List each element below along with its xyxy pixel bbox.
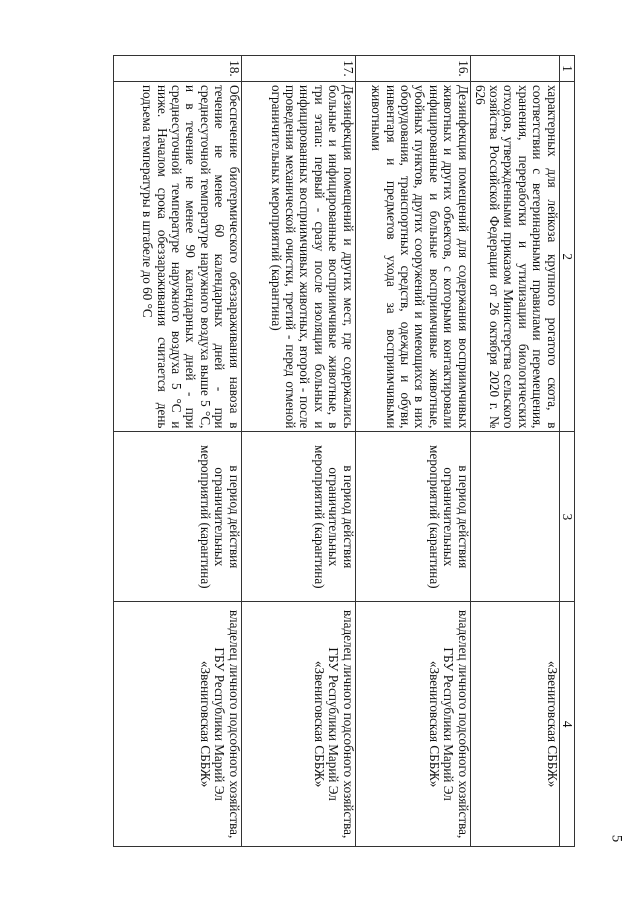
measures-table <box>113 55 575 847</box>
row-number: 18. <box>113 56 241 82</box>
measure-period <box>470 432 559 602</box>
table-row <box>241 56 355 847</box>
measure-period: в период действия ограничительных мероприятий (карантина) <box>241 432 355 602</box>
column-header-1: 1 <box>559 56 574 82</box>
column-header-2: 2 <box>559 81 574 431</box>
table-row <box>113 56 241 847</box>
measure-period: в период действия ограничительных мероприятий (карантина) <box>113 432 241 602</box>
measure-text: Дезинфекция помещений для содержания восприимчивых животных и других объектов, с которыми контактировали инфицированные и больные восприимчивые животные, убойных пунктов, других сооружений и имеющихся в них оборудования, транспортных средств, одежды и обуви, инвентаря и предметов ухода за восприимчивыми животными <box>355 81 470 431</box>
measure-responsible: владелец личного подсобного хозяйства, ГБУ Республики Марий Эл «Звениговская СББЖ» <box>241 602 355 847</box>
row-number <box>470 56 559 82</box>
column-header-3: 3 <box>559 432 574 602</box>
table-row <box>355 56 470 847</box>
measure-text: Дезинфекция помещений и других мест, где содержались больные и инфицированные восприимчивые животные, в три этапа: первый - сразу после изоляции больных и инфицированных восприимчивых животных, второй - после проведения механической очистки, третий - перед отменой ограничительных мероприятий (карантина) <box>241 81 355 431</box>
page-number: 5 <box>607 834 624 843</box>
measure-period: в период действия ограничительных мероприятий (карантина) <box>355 432 470 602</box>
measure-responsible: владелец личного подсобного хозяйства, ГБУ Республики Марий Эл «Звениговская СББЖ» <box>113 602 241 847</box>
measure-text: Обеспечение биотермического обеззараживания навоза в течение не менее 60 календарных дней - при среднесуточной температуре наружного воздуха выше 5 °С, и в течение не менее 90 календарных дней - при среднесуточной температуре наружного воздуха 5 °С и ниже. Началом срока обеззараживания считается день подъема температуры в штабеле до 60 °С <box>113 81 241 431</box>
measure-responsible: владелец личного подсобного хозяйства, ГБУ Республики Марий Эл «Звениговская СББЖ» <box>355 602 470 847</box>
column-header-4: 4 <box>559 602 574 847</box>
table-row <box>470 56 559 847</box>
measure-text: характерных для лейкоза крупного рогатого скота, в соответствии с ветеринарными правилами перемещения, хранения, переработки и утилизации биологических отходов, утвержденными приказом Министерства сельского хозяйства Российской Федерации от 26 октября 2020 г. № 626 <box>470 81 559 431</box>
row-number: 17. <box>241 56 355 82</box>
row-number: 16. <box>355 56 470 82</box>
header-row <box>559 56 574 847</box>
rotated-page <box>85 55 575 847</box>
measure-responsible: «Звениговская СББЖ» <box>470 602 559 847</box>
